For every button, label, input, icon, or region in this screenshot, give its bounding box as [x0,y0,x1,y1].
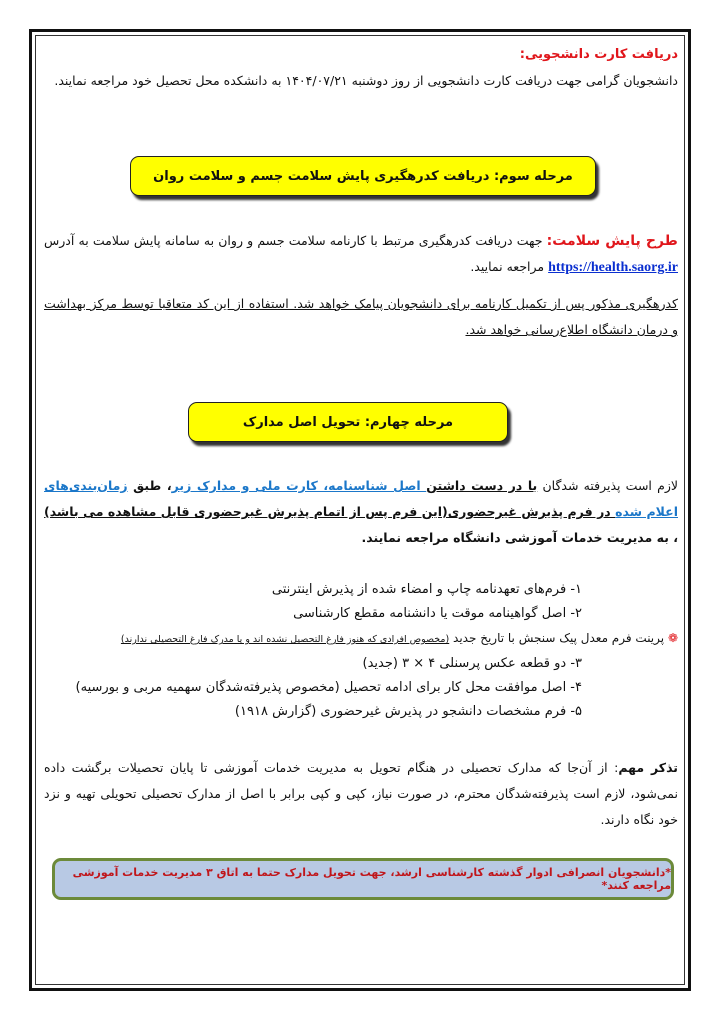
intro-text: لازم است پذیرفته شدگان [537,478,678,493]
student-card-section [44,42,678,94]
list-item: ۱- فرم‌های تعهدنامه چاپ و امضاء شده از پذیرش اینترنتی [271,582,582,597]
list-item: ۳- دو قطعه عکس پرسنلی ۴ × ۳ (جدید) [362,656,582,671]
footer-notice: *دانشجویان انصرافی ادوار گذشته کارشناسی ارشد، جهت تحویل مدارک حتما به اتاق ۳ مدیریت خدمات آموزشی مراجعه کنند* [52,858,674,900]
intro-according: ، طبق [127,478,172,493]
stage3-heading: مرحله سوم: دریافت کدرهگیری پایش سلامت جسم و سلامت روان [130,156,596,196]
documents-list [44,578,678,724]
intro-form: در فرم پذیرش غیرحضوری(این فرم پس از اتمام پذیرش غیرحضوری قابل مشاهده می باشد) [44,504,616,519]
list-item: ۴- اصل موافقت محل کار برای ادامه تحصیل (مخصوص پذیرفته‌شدگان سهمیه مربی و بورسیه) [75,680,582,695]
student-card-text: دانشجویان گرامی جهت دریافت کارت دانشجویی از روز دوشنبه ۱۴۰۴/۰۷/۲۱ به دانشکده محل تحصیل خود مراجعه نمایند. [54,73,678,88]
health-text: جهت دریافت کدرهگیری مرتبط با کارنامه سلامت جسم و روان به سامانه پایش سلامت به آدرس [44,233,547,248]
reminder-text: : از آن‌جا که مدارک تحصیلی در هنگام تحویل به مدیریت خدمات آموزشی تا پایان تحصیلات برگشت داده نمی‌شود، لازم است پذیرفته‌شدگان محترم، در صورت نیاز، کپی و کپی برابر با اصل از مدارک تحصیلی تحویلی تهیه و نزد خود نگاه دارند. [44,760,678,827]
health-text-after: مراجعه نمایید. [470,259,549,274]
reminder-label: تذکر مهم [618,760,678,775]
reminder [44,755,678,833]
list-item: ۵- فرم مشخصات دانشجو در پذیرش غیرحضوری (گزارش ۱۹۱۸) [234,704,582,719]
special-text: پرینت فرم معدل پیک سنجش با تاریخ جدید [449,631,668,645]
list-item: ۲- اصل گواهینامه موقت یا دانشنامه مقطع کارشناسی [293,606,582,621]
stage4-heading: مرحله چهارم: تحویل اصل مدارک [188,402,508,442]
intro-end: ، به مدیریت خدمات آموزشی دانشگاه مراجعه نمایند. [361,530,678,545]
health-link[interactable]: https://health.saorg.ir [548,260,678,275]
intro-schedule: زمان‌بندی‌های اعلام شده [44,478,678,519]
documents-intro [44,473,678,551]
intro-documents: اصل شناسنامه، کارت ملی و مدارک زیر [171,478,427,493]
student-card-title: دریافت کارت دانشجویی: [519,47,678,62]
intro-emph: با در دست داشتن [426,478,538,493]
special-note: (مخصوص افرادی که هنوز فارغ التحصیل نشده اند و یا مدرک فارغ التحصیلی ندارند) [120,634,450,645]
list-item-special [44,626,678,652]
health-note: کدرهگیری مذکور پس از تکمیل کارنامه برای دانشجویان پیامک خواهد شد. استفاده از این کد متعاقبا توسط مرکز بهداشت و درمان دانشگاه اطلاع‌رسانی خواهد شد. [44,296,678,337]
health-label: طرح پایش سلامت: [546,233,678,249]
star-icon: ❁ [667,631,678,645]
health-section [44,228,678,343]
